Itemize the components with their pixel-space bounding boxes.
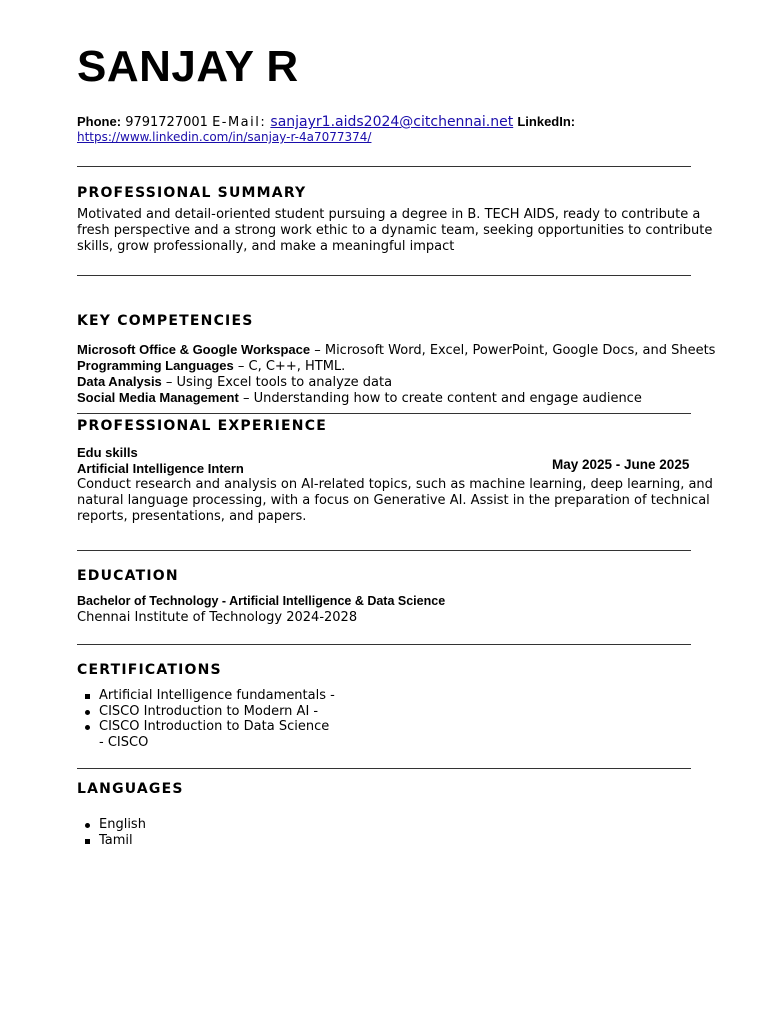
competency-title: Microsoft Office & Google Workspace: [77, 342, 311, 357]
contact-line: [77, 114, 575, 131]
section-heading-summary: PROFESSIONAL SUMMARY: [77, 185, 307, 201]
linkedin-link[interactable]: https://www.linkedin.com/in/sanjay-r-4a7077374/: [77, 130, 372, 144]
languages-list: [77, 817, 146, 848]
competency-detail: – C, C++, HTML.: [233, 359, 346, 374]
experience-dates: May 2025 - June 2025: [552, 457, 690, 472]
experience-role: Artificial Intelligence Intern: [77, 461, 244, 476]
summary-text: Motivated and detail-oriented student pursuing a degree in B. TECH AIDS, ready to contribute a fresh perspective and a strong work ethic to a dynamic team, seeking opportunities to contribute skills, grow professionally, and make a meaningful impact: [77, 207, 713, 254]
section-heading-competencies: KEY COMPETENCIES: [77, 313, 254, 329]
certification-item: CISCO Introduction to Data Science: [77, 719, 335, 735]
competency-detail: – Using Excel tools to analyze data: [161, 375, 393, 390]
certifications-list: [77, 688, 335, 735]
competency-item: [77, 390, 642, 407]
education-institution: Chennai Institute of Technology 2024-2028: [77, 610, 358, 625]
experience-company: Edu skills: [77, 445, 138, 460]
competency-detail: – Microsoft Word, Excel, PowerPoint, Google Docs, and Sheets: [310, 343, 716, 358]
divider: [77, 644, 691, 645]
competency-title: Social Media Management: [77, 390, 239, 405]
competency-detail: – Understanding how to create content and engage audience: [238, 391, 642, 406]
section-heading-certifications: CERTIFICATIONS: [77, 662, 222, 678]
divider: [77, 550, 691, 551]
candidate-name: SANJAY R: [77, 42, 299, 91]
divider: [77, 768, 691, 769]
experience-description: Conduct research and analysis on AI-related topics, such as machine learning, deep learning, and natural language processing, with a focus on Generative AI. Assist in the preparation of technical reports, presentations, and papers.: [77, 477, 713, 524]
education-degree: Bachelor of Technology - Artificial Intelligence & Data Science: [77, 594, 446, 608]
divider: [77, 275, 691, 276]
email-link[interactable]: sanjayr1.aids2024@citchennai.net: [270, 114, 514, 130]
section-heading-education: EDUCATION: [77, 568, 179, 584]
certification-item: Artificial Intelligence fundamentals -: [77, 688, 335, 704]
competency-item: [77, 342, 715, 359]
competency-title: Data Analysis: [77, 374, 162, 389]
phone-label: Phone:: [77, 114, 122, 129]
divider: [77, 413, 691, 414]
linkedin-label: LinkedIn:: [517, 114, 576, 129]
competency-item: [77, 374, 392, 391]
certification-item: CISCO Introduction to Modern AI -: [77, 704, 335, 720]
divider: [77, 166, 691, 167]
section-heading-languages: LANGUAGES: [77, 781, 184, 797]
language-item: Tamil: [77, 833, 146, 849]
language-item: English: [77, 817, 146, 833]
phone-value: 9791727001: [125, 115, 208, 130]
competency-item: [77, 358, 345, 375]
email-label: E-Mail:: [212, 115, 267, 130]
section-heading-experience: PROFESSIONAL EXPERIENCE: [77, 418, 327, 434]
competency-title: Programming Languages: [77, 358, 234, 373]
certification-item-continuation: - CISCO: [99, 735, 149, 750]
